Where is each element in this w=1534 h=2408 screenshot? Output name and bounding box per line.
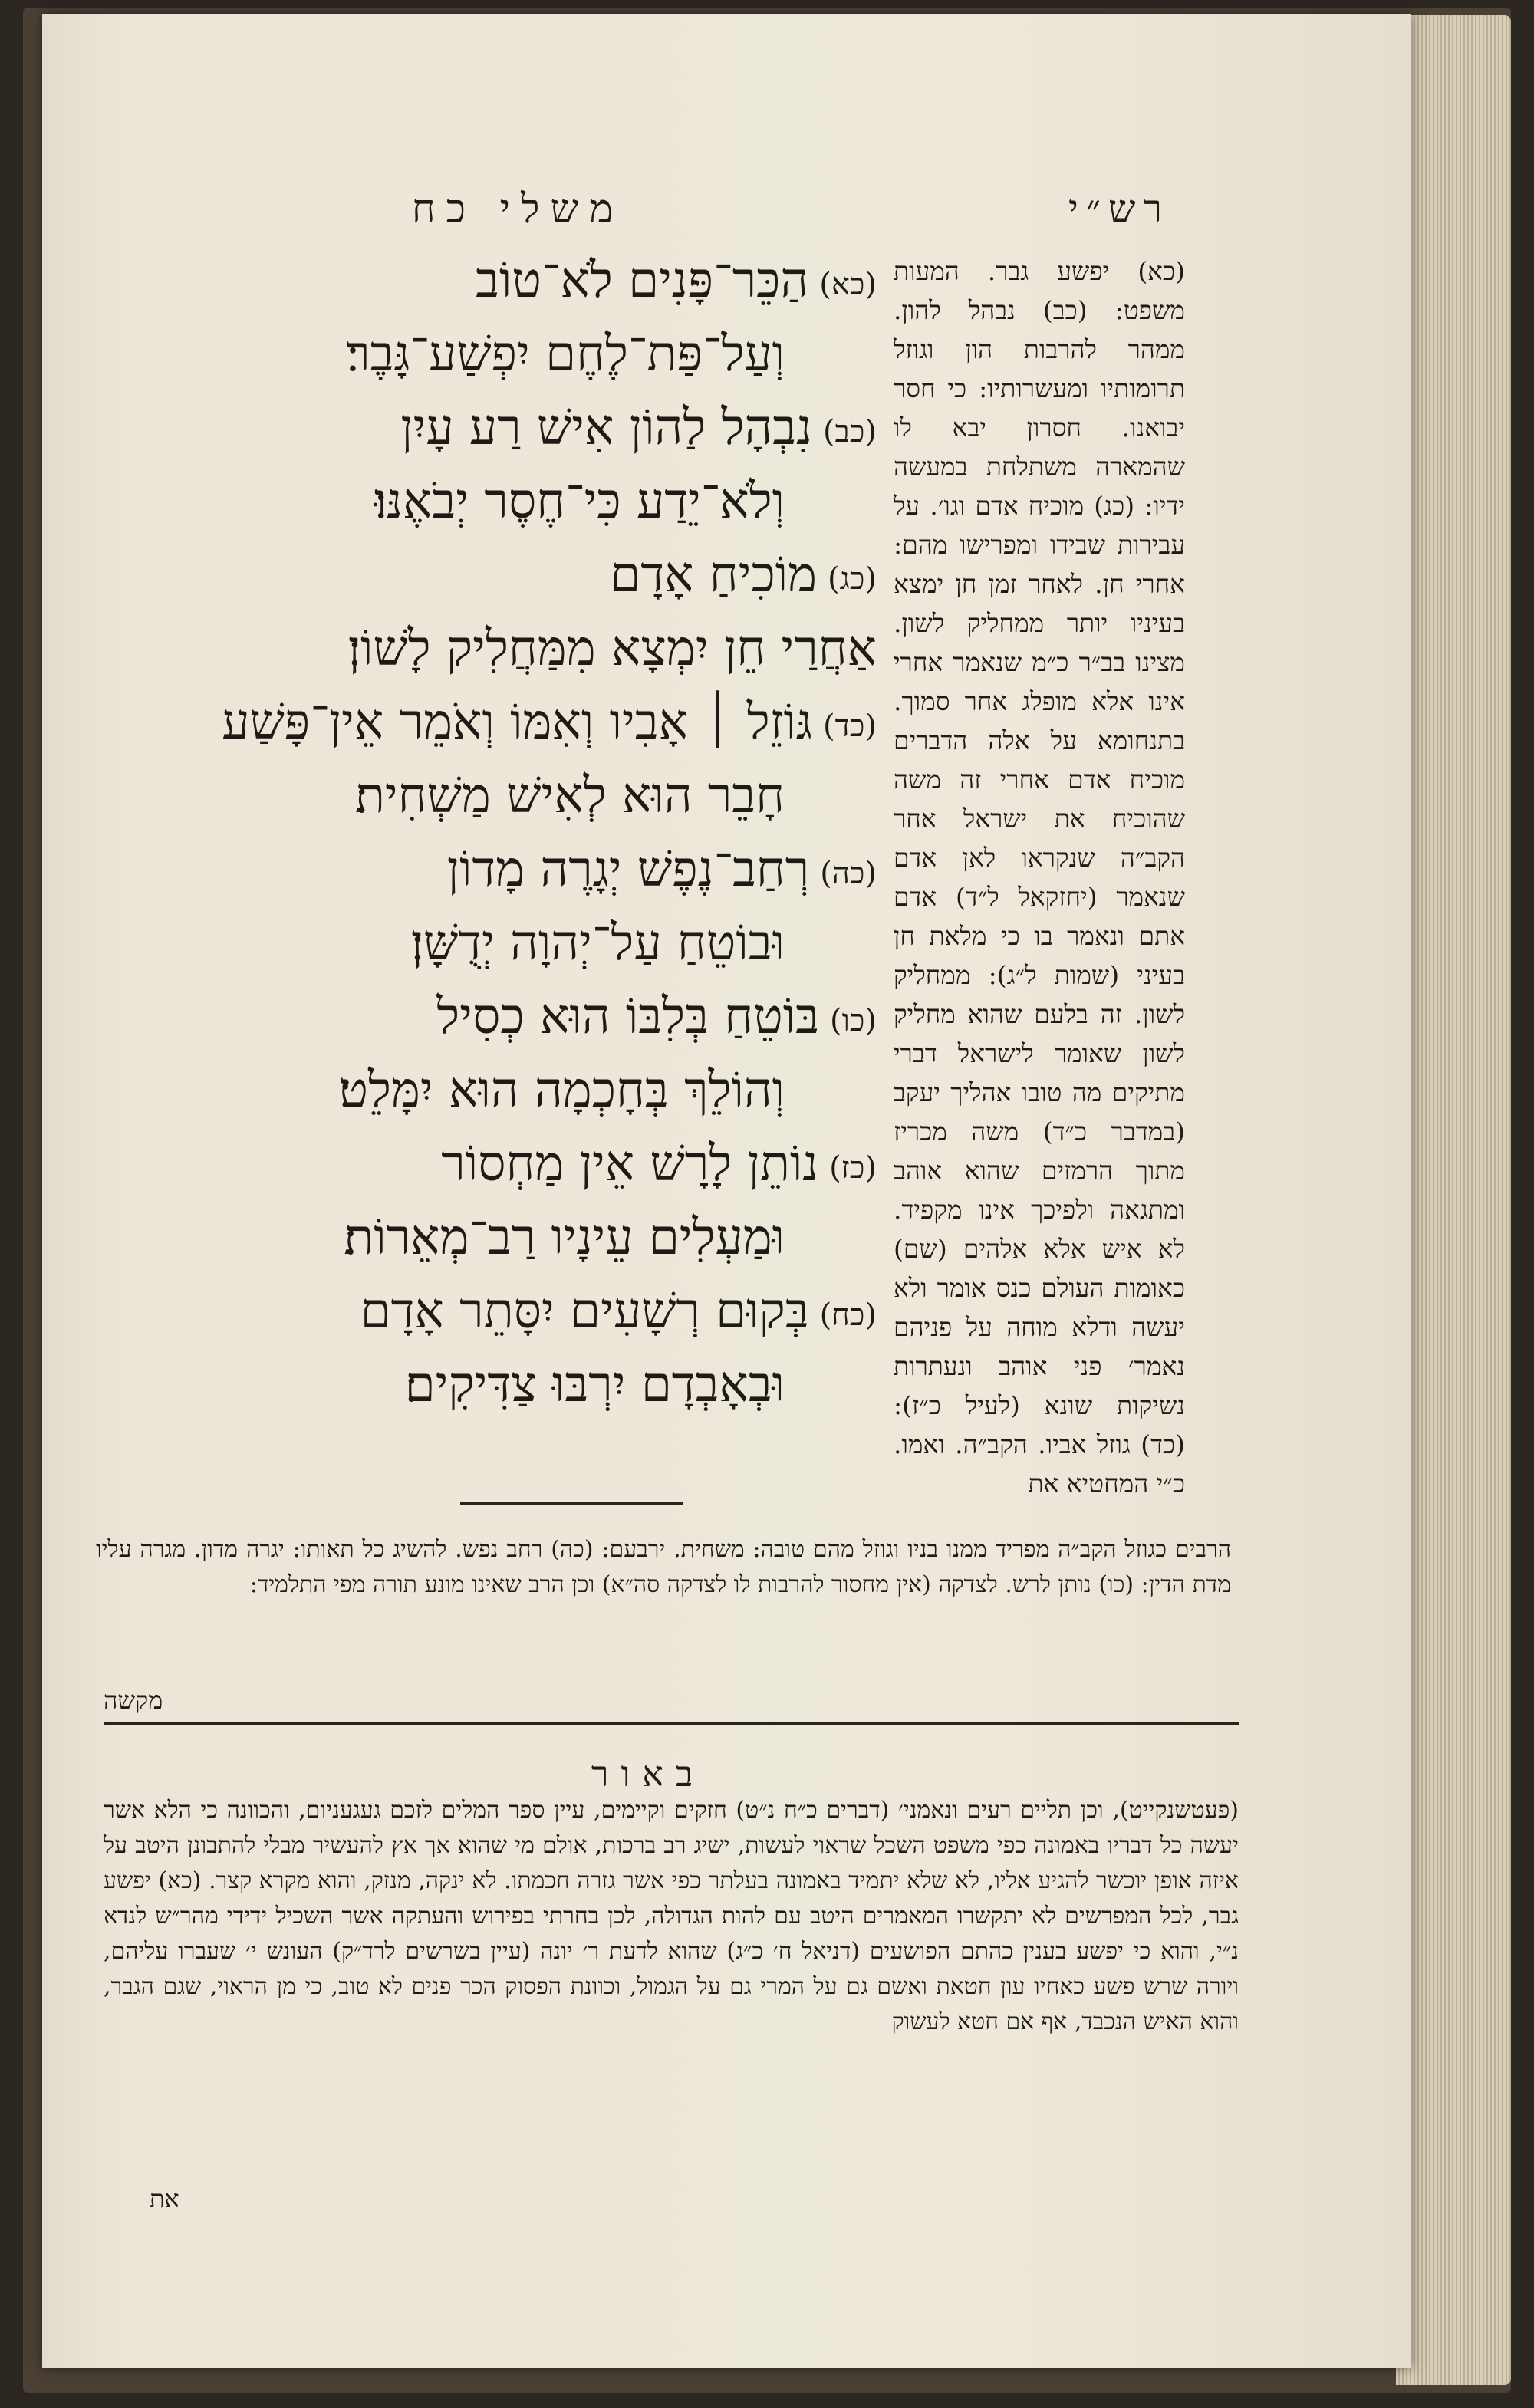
verse-text: וְלֹא־יֵדַע כִּי־חֶסֶר יְבֹאֶנּוּ׃ (374, 473, 785, 530)
biur-commentary: (פעטשנקייט), וכן תליים רעים ונאמני׳ (דברים כ״ח נ״ט) חזקים וקיימים, עיין ספר המלים לזכם געגעניום, והכוונה כי הלא אשר יעשה כל דבריו באמונה כפי משפט השכל שראוי לעשות, ישיג רב ברכות, אולם מי שהוא אך אץ להעשיר מבלי להתבונן היטב על איזה אופן יוכשר להגיע אליו, לא שלא יתמיד באמונה בעלתר כפי אשר גזרה חכמתו. לא ינקה, מנזק, והוא מקרא קצר. (כא) יפשע גבר, לכל המפרשים לא יתקשרו המאמרים היטב עם להות הגדולה, לכן בחרתי בפירוש והעתקה אשר השכיל ידידי מהר״ש לנדא נ״י, והוא כי יפשע בענין כהתם הפושעים (דניאל ח׳ כ״ג) שהוא לדעת ר׳ יונה (עיין בשרשים לרד״ק) העונש י׳ שעברו עליהם, ויורה שרש פשע כאחיו עון חטאת ואשם גם על המרי גם על הגמול, וכוונת הפסוק הכר פנים לא טוב, כי מן הראוי, שגם הגבר, והוא האיש הנכבד, אף אם חטא לעשוק (104, 1797, 1239, 2035)
verse-number: (כג) (828, 561, 877, 597)
verse-text: רְחַב־נֶפֶשׁ יְגָרֶה מָדוֹן (446, 841, 810, 898)
verse-line (87, 1127, 877, 1201)
verse-line (87, 833, 877, 906)
verse-line (87, 980, 877, 1054)
verse-text: נִבְהָל לַהוֹן אִישׁ רַע עָיִן (400, 400, 812, 456)
verse-line (87, 465, 877, 538)
verse-line (87, 317, 877, 391)
verse-text: אַחֲרַי חֵן יִמְצָא מִמַּחֲלִיק לָשׁוֹן׃ (347, 620, 877, 677)
verse-line (87, 1275, 877, 1348)
verse-number: (כז) (829, 1150, 877, 1186)
verse-text: וְעַל־פַּת־לֶחֶם יִפְשַׁע־גָּבֶר׃ (346, 326, 785, 383)
verse-column (87, 244, 877, 1422)
verse-line (87, 759, 877, 833)
verse-line (87, 1201, 877, 1275)
verse-line (87, 391, 877, 465)
verse-text: מוֹכִיחַ אָדָם (610, 547, 818, 604)
section-divider-short (460, 1502, 683, 1505)
verse-text: וּבוֹטֵחַ עַל־יְהוָה יְדֻשָּׁן׃ (410, 915, 785, 972)
rashi-commentary-column: (כא) יפשע גבר. המעות משפט: (כב) נבהל להון. ממהר להרבות הון וגוזל תרומותיו ומעשרותיו: כי חסר יבואנו. חסרון יבא לו שהמארה משתלחת במעשה ידיו: (כג) מוכיח אדם וגו׳. על עבירות שבידו ומפרישו מהם: אחרי חן. לאחר זמן חן ימצא בעיניו יותר ממחליק לשון. מצינו בב״ר כ״מ שנאמר אחרי אינו אלא מופלג אחר סמוך. בתנחומא על אלה הדברים מוכיח אדם אחרי זה משה שהוכיח את ישראל אחר הקב״ה שנקראו לאן אדם שנאמר (יחזקאל ל״ד) אדם אתם ונאמר בו כי מלאת חן בעיני (שמות ל״ג): ממחליק לשון. זה בלעם שהוא מחליק לשון שאומר לישראל דברי מתיקים מה טובו אהליך יעקב (במדבר כ״ד) משה מכריז מתוך הרמזים שהוא אוהב ומתגאה ולפיכך אינו מקפיד. לא איש אלא אלהים (שם) כאומות העולם כנס אומר ולא יעשה ודלא מוחה על פניהם נאמר׳ פני אוהב ונעתרות נשיקות שונא (לעיל כ״ז): (כד) גוזל אביו. הקב״ה. ואמו. כ״י המחטיא את (894, 256, 1185, 1498)
verse-number: (כד) (823, 708, 877, 744)
verse-text: חָבֵר הוּא לְאִישׁ מַשְׁחִית׃ (354, 768, 785, 824)
verse-line (87, 1348, 877, 1422)
book-page (42, 14, 1411, 2368)
verse-text: בּוֹטֵחַ בְּלִבּוֹ הוּא כְסִיל (436, 989, 819, 1045)
verse-text: וּבְאָבְדָם יִרְבּוּ צַדִּיקִים׃ (404, 1357, 785, 1413)
verse-line (87, 1054, 877, 1127)
verse-line (87, 906, 877, 980)
verse-number: (כח) (819, 1297, 877, 1333)
page-header-rashi: רש״י (1068, 186, 1170, 231)
verse-text: וְהוֹלֵךְ בְּחָכְמָה הוּא יִמָּלֵט׃ (338, 1062, 785, 1119)
verse-number: (כב) (822, 413, 877, 449)
page-header-book-title: משלי כח (411, 186, 624, 232)
verse-number: (כא) (819, 266, 877, 302)
catchword: מקשה (104, 1686, 163, 1715)
page-edges (1396, 15, 1511, 2385)
verse-number: (כו) (830, 1002, 877, 1038)
verse-number: (כה) (820, 855, 877, 891)
verse-line (87, 612, 877, 686)
verse-line (87, 686, 877, 759)
verse-line (87, 538, 877, 612)
verse-line (87, 244, 877, 317)
verse-text: נוֹתֵן לָרָשׁ אֵין מַחְסוֹר (441, 1136, 819, 1192)
rashi-commentary-continuation: הרבים כגוזל הקב״ה מפריד ממנו בניו וגוזל מהם טובה: משחית. ירבעם: (כה) רחב נפש. להשיג כל תאותו: יגרה מדון. מגרה עליו מדת הדין: (כו) נותן לרש. לצדקה (אין מחסור להרבות לו לצדקה סה״א) וכן הרב שאינו מונע תורה מפי התלמיד: (96, 1536, 1231, 1598)
verse-text: גּוֹזֵל ׀ אָבִיו וְאִמּוֹ וְאֹמֵר אֵין־פָּשַׁע (222, 694, 812, 751)
verse-text: בְּקוּם רְשָׁעִים יִסָּתֵר אָדָם (360, 1283, 809, 1340)
section-divider-long (104, 1722, 1239, 1725)
biur-heading: באור (591, 1753, 706, 1794)
verse-text: הַכֵּר־פָּנִים לֹא־טוֹב (476, 252, 809, 309)
catchword: את (150, 2184, 179, 2213)
verse-text: וּמַעְלִים עֵינָיו רַב־מְאֵרוֹת׃ (344, 1209, 785, 1266)
